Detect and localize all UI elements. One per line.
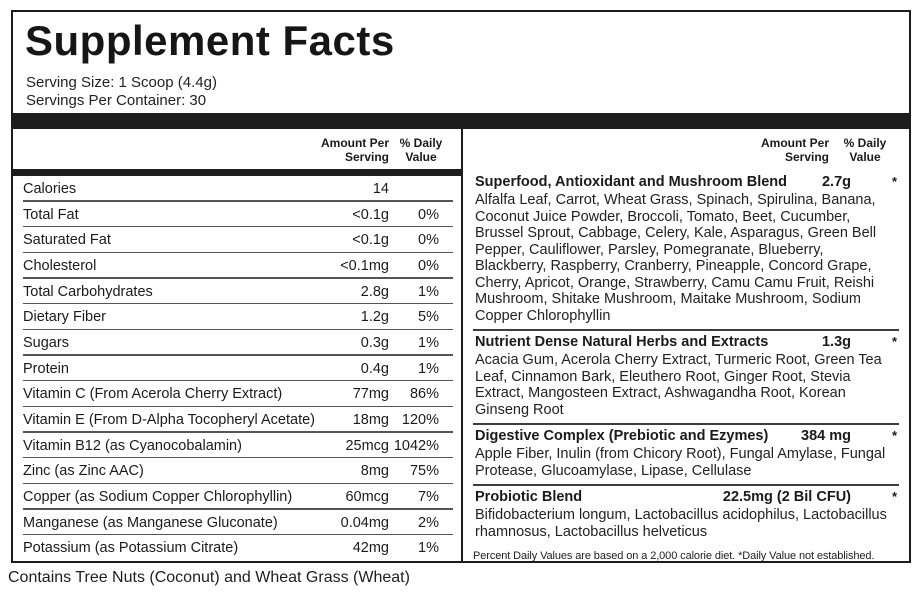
- nutrient-amount: 2.8g: [360, 283, 389, 300]
- nutrient-daily-value: 1%: [418, 334, 439, 351]
- nutrient-row: [13, 484, 461, 510]
- nutrient-row: [13, 535, 461, 561]
- supplement-facts-panel: [11, 10, 911, 563]
- nutrient-name: Manganese (as Manganese Gluconate): [23, 514, 278, 531]
- nutrients-column: [13, 129, 463, 561]
- header-spacer: [23, 136, 299, 164]
- blend-ingredients: Apple Fiber, Inulin (from Chicory Root), Fungal Amylase, Fungal Protease, Glucoamylase, Lipase, Cellulase: [475, 446, 886, 479]
- blend-name: Digestive Complex (Prebiotic and Ezymes): [475, 428, 769, 444]
- nutrient-amount: 18mg: [352, 411, 389, 428]
- blend-header: [475, 488, 897, 506]
- daily-value-header: % Daily Value: [399, 136, 443, 164]
- nutrient-daily-value: 0%: [418, 206, 439, 223]
- nutrient-name: Copper (as Sodium Copper Chlorophyllin): [23, 488, 293, 505]
- nutrient-row: [13, 458, 461, 484]
- amount-per-serving-header: Amount Per Serving: [320, 136, 389, 164]
- nutrient-row: [13, 330, 461, 356]
- blend-daily-value: *: [891, 334, 897, 349]
- blend-daily-value: *: [891, 428, 897, 443]
- nutrient-name: Vitamin C (From Acerola Cherry Extract): [23, 386, 283, 403]
- blend-amount: 384 mg: [801, 428, 851, 444]
- blend-name: Probiotic Blend: [475, 489, 583, 505]
- blend-name: Superfood, Antioxidant and Mushroom Blend: [475, 174, 788, 190]
- blend-ingredients: Alfalfa Leaf, Carrot, Wheat Grass, Spinach, Spirulina, Banana, Coconut Juice Powder, Broccoli, Tomato, Beet, Cucumber, Brussel Sprout, Cabbage, Celery, Kale, Asparagus, Green Bell Pepper, Cauliflower, Parsley, Pomegranate, Blueberry, Blackberry, Raspberry, Cranberry, Pineapple, Concord Grape, Cherry, Apricot, Orange, Strawberry, Camu Camu Fruit, Reishi Mushroom, Shitake Mushroom, Maitake Mushroom, Sodium Copper Chlorophyllin: [475, 192, 877, 324]
- nutrient-daily-value: 120%: [401, 411, 439, 428]
- serving-size: Serving Size: 1 Scoop (4.4g): [26, 74, 217, 91]
- nutrient-row: [13, 510, 461, 536]
- nutrient-amount: 8mg: [360, 463, 389, 480]
- header-divider-bar: [13, 169, 461, 176]
- blends-column-header: [463, 129, 909, 169]
- nutrient-name: Vitamin B12 (as Cyanocobalamin): [23, 437, 242, 454]
- nutrient-daily-value: 2%: [418, 514, 439, 531]
- nutrient-name: Dietary Fiber: [23, 309, 106, 326]
- nutrient-row: [13, 433, 461, 459]
- nutrient-row: [13, 356, 461, 382]
- nutrient-name: Potassium (as Potassium Citrate): [23, 540, 239, 557]
- nutrient-row: [13, 304, 461, 330]
- nutrient-row: [13, 202, 461, 228]
- nutrient-name: Sugars: [23, 334, 69, 351]
- nutrient-daily-value: 7%: [418, 488, 439, 505]
- nutrient-daily-value: 86%: [409, 386, 439, 403]
- nutrient-amount: 0.04mg: [340, 514, 389, 531]
- nutrients-column-header: [13, 129, 461, 169]
- nutrient-name: Zinc (as Zinc AAC): [23, 463, 144, 480]
- blend-section: [463, 484, 909, 545]
- nutrient-row: [13, 227, 461, 253]
- servings-per-container: Servings Per Container: 30: [26, 92, 207, 109]
- nutrient-row: [13, 253, 461, 279]
- nutrient-daily-value: 1%: [418, 283, 439, 300]
- daily-value-footnote: Percent Daily Values are based on a 2,000 calorie diet. *Daily Value not established.: [473, 550, 875, 561]
- nutrient-name: Protein: [23, 360, 69, 377]
- blend-name: Nutrient Dense Natural Herbs and Extracts: [475, 334, 769, 350]
- panel-title: Supplement Facts: [25, 17, 395, 64]
- blends-column: [463, 129, 909, 561]
- nutrient-row: [13, 176, 461, 202]
- blend-header: [475, 427, 897, 445]
- nutrient-name: Calories: [23, 180, 77, 197]
- nutrient-daily-value: 0%: [418, 232, 439, 249]
- nutrient-name: Total Carbohydrates: [23, 283, 153, 300]
- nutrient-amount: 25mcg: [345, 437, 389, 454]
- amount-per-serving-header: Amount Per Serving: [760, 136, 829, 164]
- top-divider-bar: [13, 113, 909, 129]
- blend-header: [475, 333, 897, 351]
- nutrient-amount: <0.1mg: [340, 257, 389, 274]
- panel-columns: [13, 129, 909, 561]
- blend-daily-value: *: [891, 489, 897, 504]
- nutrient-row: [13, 381, 461, 407]
- blend-section: [463, 329, 909, 423]
- blend-ingredients: Acacia Gum, Acerola Cherry Extract, Turmeric Root, Green Tea Leaf, Cinnamon Bark, Eleuthero Root, Ginger Root, Stevia Extract, Mangosteen Extract, Ashwagandha Root, Korean Ginseng Root: [475, 352, 882, 418]
- nutrient-amount: 0.3g: [360, 334, 389, 351]
- nutrient-amount: 60mcg: [345, 488, 389, 505]
- daily-value-header: % Daily Value: [843, 136, 887, 164]
- nutrient-daily-value: 75%: [409, 463, 439, 480]
- nutrient-amount: 77mg: [352, 386, 389, 403]
- blend-amount: 1.3g: [821, 334, 851, 350]
- nutrients-table: [13, 176, 461, 561]
- blend-daily-value: *: [891, 174, 897, 189]
- nutrient-daily-value: 1%: [418, 360, 439, 377]
- nutrient-name: Cholesterol: [23, 257, 97, 274]
- serving-info: [26, 74, 909, 110]
- blends-list: [463, 169, 909, 545]
- nutrient-daily-value: 0%: [418, 257, 439, 274]
- nutrient-daily-value: 5%: [418, 309, 439, 326]
- allergen-statement: Contains Tree Nuts (Coconut) and Wheat Grass (Wheat): [8, 569, 410, 586]
- blend-header: [475, 173, 897, 191]
- blend-amount: 22.5mg (2 Bil CFU): [722, 489, 851, 505]
- nutrient-name: Total Fat: [23, 206, 79, 223]
- blend-section: [463, 169, 909, 329]
- nutrient-name: Saturated Fat: [23, 232, 111, 249]
- nutrient-amount: 1.2g: [360, 309, 389, 326]
- header-spacer: [473, 136, 739, 164]
- blend-section: [463, 423, 909, 484]
- nutrient-daily-value: 1%: [418, 540, 439, 557]
- nutrient-daily-value: 1042%: [393, 437, 439, 454]
- nutrient-row: [13, 279, 461, 305]
- blend-ingredients: Bifidobacterium longum, Lactobacillus acidophilus, Lactobacillus rhamnosus, Lactobacillus helveticus: [475, 507, 887, 540]
- nutrient-amount: 0.4g: [360, 360, 389, 377]
- nutrient-amount: <0.1g: [352, 206, 389, 223]
- nutrient-row: [13, 407, 461, 433]
- nutrient-amount: <0.1g: [352, 232, 389, 249]
- nutrient-amount: 14: [372, 180, 389, 197]
- nutrient-name: Vitamin E (From D-Alpha Tocopheryl Acetate): [23, 411, 316, 428]
- blend-amount: 2.7g: [821, 174, 851, 190]
- nutrient-amount: 42mg: [352, 540, 389, 557]
